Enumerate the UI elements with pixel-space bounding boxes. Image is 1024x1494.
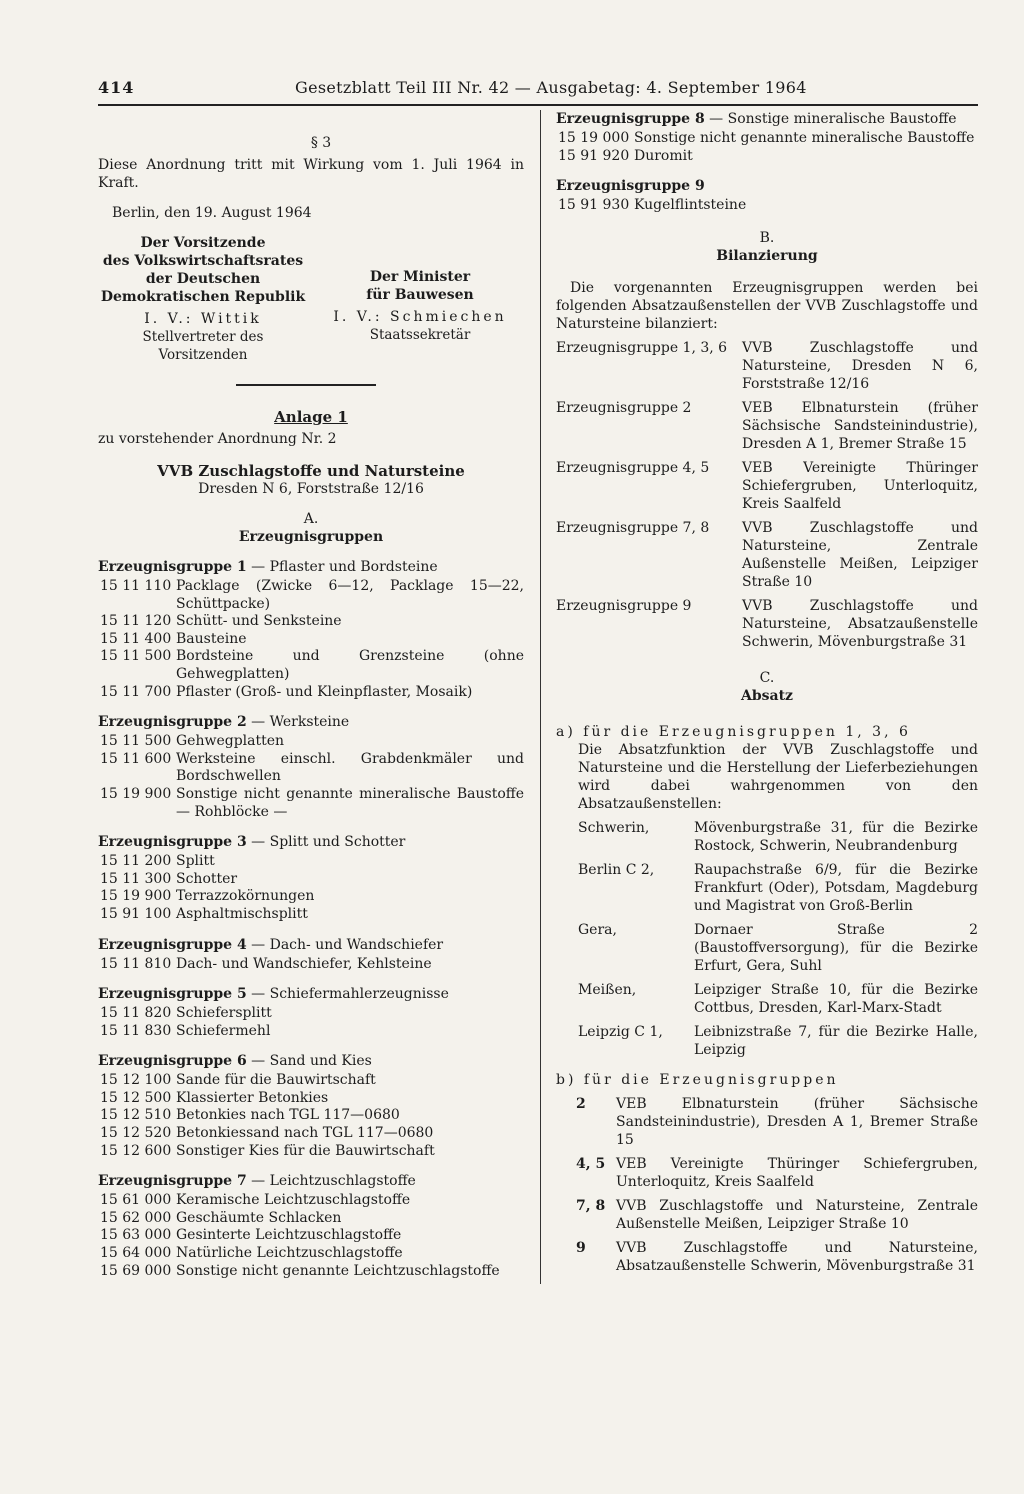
group-entries [100, 1072, 524, 1160]
section-a-letter: A. [303, 511, 319, 527]
product-code: 15 11 700 [100, 683, 172, 700]
section-b-title: Bilanzierung [716, 247, 818, 264]
product-description: Sonstige nicht genannte Leichtzuschlagstoffe [176, 1262, 500, 1279]
group-entries [100, 1005, 524, 1040]
bilanz-row [556, 459, 978, 513]
bilanz-office: VEB Elbnaturstein (früher Sächsische Sandsteinindustrie), Dresden A 1, Bremer Straße 15 [742, 399, 978, 452]
product-group [556, 177, 978, 215]
group-entries [100, 853, 524, 923]
absatz-city: Berlin C 2, [578, 861, 655, 878]
group-title: — Pflaster und Bordsteine [251, 559, 438, 575]
group-name: Erzeugnisgruppe 3 [98, 834, 247, 851]
product-code: 15 12 600 [100, 1142, 172, 1159]
bilanz-office: VVB Zuschlagstoffe und Natursteine, Zentrale Außenstelle Meißen, Leipziger Straße 10 [742, 519, 978, 590]
product-entry [100, 613, 524, 631]
product-group [98, 1172, 524, 1280]
bilanz-row [556, 339, 978, 393]
group-heading [98, 558, 524, 576]
column-divider [540, 110, 541, 1284]
group-entries [100, 733, 524, 821]
product-description: Terrazzokörnungen [176, 888, 315, 905]
product-code: 15 19 900 [100, 785, 172, 802]
group-title: — Schiefermahlerzeugnisse [251, 986, 449, 1003]
sub-b-office: VVB Zuschlagstoffe und Natursteine, Zentrale Außenstelle Meißen, Leipziger Straße 10 [616, 1197, 978, 1232]
bilanz-office: VVB Zuschlagstoffe und Natursteine, Absatzaußenstelle Schwerin, Mövenburgstraße 31 [742, 597, 978, 650]
product-group [98, 558, 524, 701]
product-entry [100, 871, 524, 889]
product-entry [100, 1125, 524, 1143]
annex-subtitle: zu vorstehender Anordnung Nr. 2 [98, 431, 337, 447]
paragraph-mark: § 3 [310, 135, 332, 151]
absatz-address: Leipziger Straße 10, für die Bezirke Cottbus, Dresden, Karl-Marx-Stadt [694, 981, 978, 1016]
section-b-letter: B. [759, 229, 775, 246]
product-code: 15 91 930 [558, 197, 630, 214]
absatz-address: Dornaer Straße 2 (Baustoffversorgung), für die Bezirke Erfurt, Gera, Suhl [694, 921, 978, 974]
product-entry [100, 1005, 524, 1023]
signature-block [98, 234, 524, 364]
product-description: Splitt [176, 853, 215, 870]
bilanz-group: Erzeugnisgruppe 9 [556, 597, 692, 614]
product-code: 15 12 510 [100, 1107, 172, 1124]
product-code: 15 91 920 [558, 147, 630, 164]
product-code: 15 11 500 [100, 733, 172, 750]
group-name: Erzeugnisgruppe 6 [98, 1053, 247, 1070]
sub-b-group-number: 7, 8 [576, 1197, 606, 1214]
product-description: Keramische Leichtzuschlagstoffe [176, 1192, 411, 1209]
section-c-title: Absatz [740, 687, 794, 704]
product-entry [100, 1227, 524, 1245]
product-entry [100, 1192, 524, 1210]
group-name: Erzeugnisgruppe 7 [98, 1173, 247, 1190]
sig-left-role-2: Vorsitzenden [158, 347, 248, 363]
sub-b-row [556, 1239, 978, 1275]
product-code: 15 19 000 [558, 130, 630, 146]
product-code: 15 11 200 [100, 853, 172, 870]
group-title: — Sand und Kies [251, 1053, 372, 1070]
group-name: Erzeugnisgruppe 4 [98, 936, 247, 953]
bilanz-group: Erzeugnisgruppe 2 [556, 399, 692, 416]
product-code: 15 11 110 [100, 578, 172, 594]
product-description: Schiefersplitt [176, 1005, 272, 1022]
group-entries [100, 956, 524, 974]
product-entry [100, 1090, 524, 1108]
product-description: Natürliche Leichtzuschlagstoffe [176, 1245, 403, 1262]
sig-left-line-1: Der Vorsitzende [140, 235, 266, 251]
product-entry [100, 888, 524, 906]
section-b-intro: Die vorgenannten Erzeugnisgruppen werden bei folgenden Absatzaußenstellen der VVB Zuschlagstoffe und Natursteine bilanziert: [556, 279, 978, 332]
sig-right-role: Staatssekretär [369, 327, 471, 343]
product-code: 15 63 000 [100, 1227, 172, 1244]
absatz-row [578, 921, 978, 975]
group-heading [98, 1052, 524, 1070]
sig-left-line-3: der Deutschen [145, 271, 261, 287]
product-entry [100, 786, 524, 821]
product-entry [100, 853, 524, 871]
header-title: Gesetzblatt Teil III Nr. 42 — Ausgabetag: 4. September 1964 [295, 78, 807, 97]
product-code: 15 12 100 [100, 1072, 172, 1089]
right-column [556, 110, 978, 1275]
product-code: 15 11 120 [100, 613, 172, 630]
product-entry [100, 751, 524, 786]
product-description: Bordsteine und Grenzsteine (ohne Gehwegplatten) [176, 648, 524, 682]
group-heading [556, 177, 978, 195]
product-description: Werksteine einschl. Grabdenkmäler und Bordschwellen [176, 750, 524, 785]
bilanz-group: Erzeugnisgruppe 1, 3, 6 [556, 339, 728, 356]
absatz-address: Leibnizstraße 7, für die Bezirke Halle, Leipzig [694, 1023, 978, 1058]
group-name: Erzeugnisgruppe 5 [98, 986, 247, 1003]
left-groups [98, 558, 524, 1280]
annex-title: Anlage 1 [274, 408, 348, 426]
product-code: 15 62 000 [100, 1209, 172, 1226]
product-code: 15 11 500 [100, 648, 172, 665]
product-code: 15 19 900 [100, 888, 172, 905]
product-description: Packlage (Zwicke 6—12, Packlage 15—22, Schüttpacke) [176, 578, 524, 612]
group-heading [98, 833, 524, 851]
sub-a-heading: a) für die Erzeugnisgruppen 1, 3, 6 [556, 723, 911, 740]
product-entry [100, 1263, 524, 1281]
product-description: Duromit [634, 147, 693, 164]
absatz-city: Gera, [578, 921, 617, 938]
product-entry [100, 1023, 524, 1041]
bilanz-group: Erzeugnisgruppe 4, 5 [556, 459, 710, 476]
group-name: Erzeugnisgruppe 1 [98, 559, 247, 575]
bilanz-row [556, 399, 978, 453]
sub-b-group-number: 9 [576, 1239, 586, 1256]
product-entry [100, 578, 524, 613]
absatz-city: Schwerin, [578, 819, 650, 836]
product-code: 15 11 830 [100, 1022, 172, 1039]
sub-b-row [556, 1197, 978, 1233]
group-title: — Werksteine [251, 714, 350, 731]
product-code: 15 12 520 [100, 1125, 172, 1142]
product-entry [558, 148, 978, 166]
absatz-row [578, 1023, 978, 1059]
org-address: Dresden N 6, Forststraße 12/16 [198, 481, 424, 497]
product-entry [100, 1210, 524, 1228]
product-code: 15 11 820 [100, 1005, 172, 1022]
bilanz-list [556, 339, 978, 651]
product-entry [100, 956, 524, 974]
product-entry [558, 197, 978, 215]
product-code: 15 11 300 [100, 870, 172, 887]
signature-left [98, 234, 308, 364]
absatz-row [578, 861, 978, 915]
group-entries [558, 197, 978, 215]
sub-b-list [556, 1095, 978, 1275]
sig-right-line-1: Der Minister [369, 269, 471, 285]
product-entry [100, 733, 524, 751]
group-entries [100, 578, 524, 701]
sub-b-row [556, 1095, 978, 1149]
group-entries [100, 1192, 524, 1280]
product-entry [100, 1143, 524, 1161]
sig-left-line-4: Demokratischen Republik [100, 289, 306, 305]
sub-b-row [556, 1155, 978, 1191]
clause-text: Diese Anordnung tritt mit Wirkung vom 1. Juli 1964 in Kraft. [98, 157, 524, 191]
product-description: Geschäumte Schlacken [176, 1209, 342, 1226]
sub-b-office: VEB Vereinigte Thüringer Schiefergruben, Unterloquitz, Kreis Saalfeld [616, 1155, 978, 1190]
product-description: Dach- und Wandschiefer, Kehlsteine [176, 955, 432, 972]
product-code: 15 11 400 [100, 630, 172, 647]
product-code: 15 11 600 [100, 750, 172, 767]
sub-b-group-number: 4, 5 [576, 1155, 606, 1172]
absatz-city: Meißen, [578, 981, 637, 998]
org-name: VVB Zuschlagstoffe und Natursteine [157, 462, 465, 480]
product-description: Sonstiger Kies für die Bauwirtschaft [176, 1142, 435, 1159]
section-c-letter: C. [759, 669, 775, 686]
sub-b-group-number: 2 [576, 1095, 586, 1112]
product-entry [100, 631, 524, 649]
product-entry [100, 1107, 524, 1125]
product-code: 15 64 000 [100, 1245, 172, 1262]
sub-b-heading: b) für die Erzeugnisgruppen [556, 1071, 839, 1088]
group-title: — Splitt und Schotter [251, 834, 406, 851]
absatz-row [578, 981, 978, 1017]
product-entry [100, 684, 524, 702]
product-entry [100, 648, 524, 683]
product-code: 15 69 000 [100, 1262, 172, 1279]
group-entries [558, 130, 978, 165]
product-code: 15 91 100 [100, 905, 172, 922]
product-group [98, 833, 524, 923]
sig-left-role-1: Stellvertreter des [142, 329, 264, 345]
right-groups [556, 110, 978, 215]
product-description: Gehwegplatten [176, 733, 285, 750]
product-group [98, 713, 524, 821]
sig-left-name: I. V.: Wittik [144, 311, 262, 327]
absatz-address: Mövenburgstraße 31, für die Bezirke Rostock, Schwerin, Neubrandenburg [694, 819, 978, 854]
product-group [556, 110, 978, 165]
bilanz-row [556, 519, 978, 591]
sig-left-line-2: des Volkswirtschaftsrates [102, 253, 304, 269]
place-date: Berlin, den 19. August 1964 [112, 205, 312, 221]
group-heading [98, 936, 524, 954]
product-group [98, 1052, 524, 1160]
group-heading [556, 110, 978, 128]
group-name: Erzeugnisgruppe 9 [556, 178, 705, 195]
product-description: Asphaltmischsplitt [176, 905, 308, 922]
group-title: — Dach- und Wandschiefer [251, 936, 444, 953]
left-column [98, 110, 524, 1280]
product-description: Sande für die Bauwirtschaft [176, 1072, 376, 1089]
sub-b-office: VEB Elbnaturstein (früher Sächsische Sandsteinindustrie), Dresden A 1, Bremer Straße 15 [616, 1095, 978, 1148]
page-header [98, 78, 978, 106]
product-group [98, 936, 524, 974]
sub-a-intro: Die Absatzfunktion der VVB Zuschlagstoffe und Natursteine und die Herstellung der Lieferbeziehungen wird dabei wahrgenommen von den Absatzaußenstellen: [578, 741, 978, 812]
product-description: Schotter [176, 870, 238, 887]
absatz-address: Raupachstraße 6/9, für die Bezirke Frankfurt (Oder), Potsdam, Magdeburg und Magistrat von Groß-Berlin [694, 861, 978, 914]
bilanz-group: Erzeugnisgruppe 7, 8 [556, 519, 710, 536]
group-heading [98, 985, 524, 1003]
product-code: 15 12 500 [100, 1089, 172, 1106]
product-code: 15 61 000 [100, 1192, 172, 1209]
product-code: 15 11 810 [100, 955, 172, 972]
bilanz-office: VEB Vereinigte Thüringer Schiefergruben, Unterloquitz, Kreis Saalfeld [742, 459, 978, 512]
section-rule [236, 384, 376, 386]
product-entry [100, 1072, 524, 1090]
group-heading [98, 1172, 524, 1190]
page-number: 414 [98, 78, 135, 97]
product-entry [100, 906, 524, 924]
group-name: Erzeugnisgruppe 8 [556, 111, 705, 127]
group-name: Erzeugnisgruppe 2 [98, 714, 247, 731]
group-title: — Leichtzuschlagstoffe [251, 1173, 416, 1190]
product-description: Bausteine [176, 630, 247, 647]
signature-right [320, 268, 520, 344]
product-description: Betonkies nach TGL 117—0680 [176, 1107, 400, 1124]
product-description: Sonstige nicht genannte mineralische Baustoffe — Rohblöcke — [176, 785, 524, 820]
product-description: Sonstige nicht genannte mineralische Baustoffe [634, 130, 975, 146]
bilanz-row [556, 597, 978, 651]
group-title: — Sonstige mineralische Baustoffe [709, 111, 957, 127]
sub-b-office: VVB Zuschlagstoffe und Natursteine, Absatzaußenstelle Schwerin, Mövenburgstraße 31 [616, 1239, 978, 1274]
product-description: Pflaster (Groß- und Kleinpflaster, Mosaik) [176, 683, 473, 700]
sig-right-name: I. V.: Schmiechen [333, 309, 507, 325]
absatz-city: Leipzig C 1, [578, 1023, 663, 1040]
product-entry [558, 130, 978, 148]
product-description: Schiefermehl [176, 1022, 271, 1039]
absatz-row [578, 819, 978, 855]
sig-right-line-2: für Bauwesen [366, 287, 474, 303]
product-description: Klassierter Betonkies [176, 1089, 329, 1106]
section-a-title: Erzeugnisgruppen [238, 529, 384, 545]
product-description: Gesinterte Leichtzuschlagstoffe [176, 1227, 402, 1244]
bilanz-office: VVB Zuschlagstoffe und Natursteine, Dresden N 6, Forststraße 12/16 [742, 339, 978, 392]
product-group [98, 985, 524, 1040]
absatz-list [578, 819, 978, 1059]
group-heading [98, 713, 524, 731]
product-description: Betonkiessand nach TGL 117—0680 [176, 1125, 434, 1142]
product-description: Schütt- und Senksteine [176, 613, 342, 630]
product-description: Kugelflintsteine [634, 197, 747, 214]
product-entry [100, 1245, 524, 1263]
